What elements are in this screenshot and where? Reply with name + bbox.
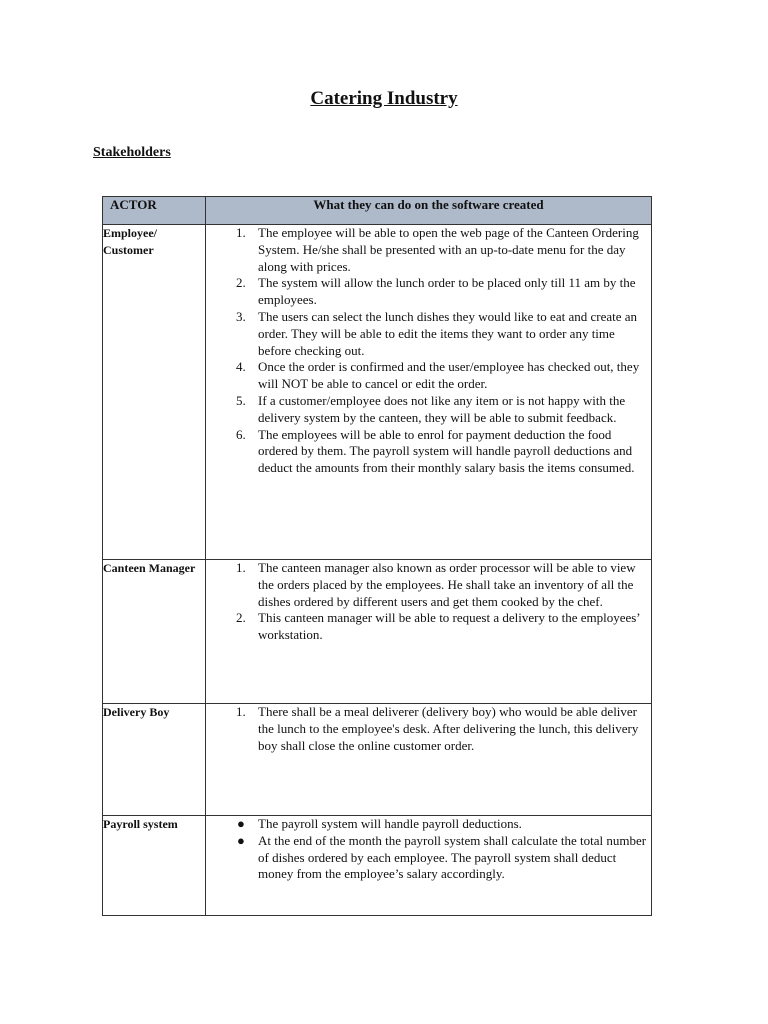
- list-marker: 2.: [236, 275, 246, 291]
- capabilities-cell: [206, 704, 652, 816]
- table-row: [103, 225, 652, 560]
- list-marker: 4.: [236, 359, 246, 375]
- numbered-list: [206, 560, 651, 644]
- list-item: [206, 560, 651, 610]
- column-header-capabilities: What they can do on the software created: [206, 197, 652, 225]
- list-item: [206, 610, 651, 644]
- list-marker: 2.: [236, 610, 246, 626]
- list-item: [206, 225, 651, 275]
- table-header-row: [103, 197, 652, 225]
- list-item-text: This canteen manager will be able to request a delivery to the employees’ workstation.: [258, 610, 640, 643]
- list-item: [206, 427, 651, 477]
- document-title: Catering Industry: [310, 88, 458, 109]
- list-item: [206, 393, 651, 427]
- table-row: [103, 704, 652, 816]
- table-row: [103, 816, 652, 916]
- capabilities-cell: [206, 816, 652, 916]
- list-item: [206, 816, 651, 833]
- list-marker: 1.: [236, 225, 246, 240]
- column-header-actor: ACTOR: [103, 197, 206, 225]
- stakeholders-table: [102, 196, 652, 916]
- bullet-list: [206, 816, 651, 883]
- capabilities-cell: [206, 560, 652, 704]
- list-marker: 3.: [236, 308, 246, 324]
- list-item-text: The payroll system will handle payroll deductions.: [258, 816, 522, 831]
- list-item-text: The employees will be able to enrol for payment deduction the food ordered by them. The payroll system will handle payroll deductions and deduct the amounts from their monthly salary basis the items consumed.: [258, 426, 635, 476]
- list-item-text: The employee will be able to open the web page of the Canteen Ordering System. He/she shall be presented with an up-to-date menu for the day along with prices.: [258, 225, 639, 274]
- list-marker: 6.: [236, 426, 246, 442]
- actor-cell: Delivery Boy: [103, 704, 206, 816]
- list-marker: 1.: [236, 704, 246, 719]
- list-item-text: At the end of the month the payroll system shall calculate the total number of dishes ordered by each employee. The payroll system shall deduct money from the employee’s salary accordingly.: [258, 832, 647, 882]
- bullet-icon: ●: [237, 832, 245, 848]
- actor-cell: Payroll system: [103, 816, 206, 916]
- list-item: [206, 833, 651, 883]
- list-item-text: The system will allow the lunch order to be placed only till 11 am by the employees.: [258, 275, 636, 308]
- list-item: [206, 359, 651, 393]
- list-item: [206, 309, 651, 359]
- list-item-text: If a customer/employee does not like any item or is not happy with the delivery system by the canteen, they will be able to submit feedback.: [258, 392, 626, 425]
- actor-cell: Employee/ Customer: [103, 225, 206, 560]
- list-marker: 1.: [236, 560, 246, 575]
- list-item: [206, 704, 651, 754]
- numbered-list: [206, 704, 651, 754]
- list-item-text: The canteen manager also known as order processor will be able to view the orders placed by the employees. He shall take an inventory of all the dishes ordered by different users and get them cooked by the chef.: [258, 560, 636, 609]
- section-heading: Stakeholders: [93, 145, 171, 160]
- actor-cell: Canteen Manager: [103, 560, 206, 704]
- list-item-text: There shall be a meal deliverer (delivery boy) who would be able deliver the lunch to the employee's desk. After delivering the lunch, this delivery boy shall close the online customer order.: [258, 704, 639, 753]
- list-item-text: The users can select the lunch dishes they would like to eat and create an order. They will be able to edit the items they want to order any time before checking out.: [258, 308, 638, 358]
- capabilities-cell: [206, 225, 652, 560]
- list-marker: 5.: [236, 392, 246, 408]
- list-item: [206, 275, 651, 309]
- numbered-list: [206, 225, 651, 477]
- table-row: [103, 560, 652, 704]
- bullet-icon: ●: [237, 816, 245, 831]
- list-item-text: Once the order is confirmed and the user/employee has checked out, they will NOT be able to cancel or edit the order.: [258, 359, 640, 392]
